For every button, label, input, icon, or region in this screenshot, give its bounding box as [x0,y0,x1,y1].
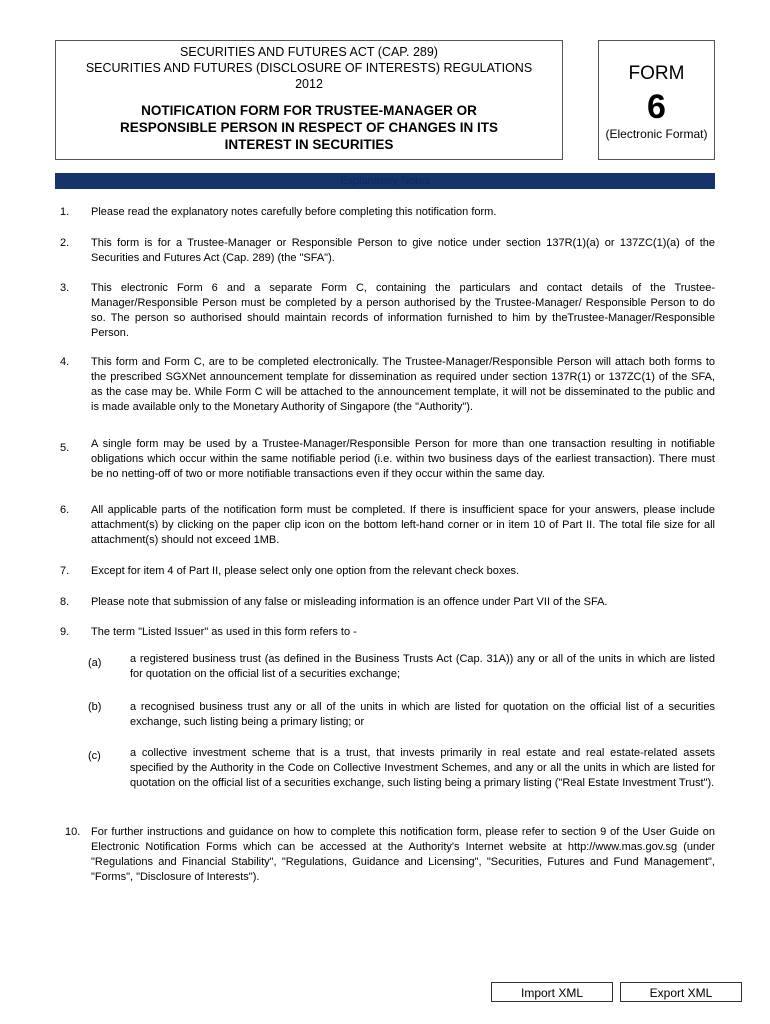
note-number: 1. [60,206,70,218]
note-number: 7. [60,565,70,577]
note-item-6 [60,503,715,548]
sub-item-b [88,700,715,730]
sub-item-c [88,746,715,791]
sub-item-label: (c) [88,750,101,762]
sub-item-text: a collective investment scheme that is a trust, that invests primarily in real estate and real estate-related assets specified by the Authority in the Code on Collective Investment Schemes, and any or all the units in which are listed for quotation on the official list of a securities exchange, such listing being a primary listing ("Real Estate Investment Trust"). [130,747,715,789]
import-xml-button[interactable]: Import XML [491,982,613,1002]
export-xml-button[interactable]: Export XML [620,982,742,1002]
act-citation [56,44,562,92]
note-text: The term "Listed Issuer" as used in this form refers to - [91,626,357,638]
form-format: (Electronic Format) [605,127,708,141]
explanatory-notes-bar [55,173,715,189]
note-number: 4. [60,356,70,368]
explanatory-notes-label: Explanatory Notes [340,175,430,187]
act-line: SECURITIES AND FUTURES ACT (CAP. 289) [180,45,438,59]
note-text: Please read the explanatory notes carefully before completing this notification form. [91,206,497,218]
note-item-3 [60,281,715,341]
note-number: 6. [60,504,70,516]
act-line: 2012 [295,77,323,91]
note-text: Except for item 4 of Part II, please select only one option from the relevant check boxes. [91,565,520,577]
sub-item-label: (a) [88,657,102,669]
note-number: 3. [60,282,70,294]
note-item-8 [60,595,715,610]
note-text: This electronic Form 6 and a separate Form C, containing the particulars and contact details of the Trustee-Manager/Responsible Person must be completed by a person authorised by the Trustee-Manager/ Responsible Person to do so. The person so authorised should maintain records of information furnished to him by theTrustee-Manager/Responsible Person. [91,282,715,339]
note-number: 8. [60,596,70,608]
note-item-4 [60,355,715,415]
note-number: 5. [60,442,70,454]
note-text: A single form may be used by a Trustee-Manager/Responsible Person for more than one transaction resulting in notifiable obligations which occur within the same notifiable period (i.e. within two business days of the earliest transaction). There must be no netting-off of two or more notifiable transactions even if they occur within the same day. [91,438,715,480]
form-title-line: RESPONSIBLE PERSON IN RESPECT OF CHANGES IN ITS [119,120,499,135]
form-title-line: INTEREST IN SECURITIES [224,137,394,152]
sub-item-text: a registered business trust (as defined in the Business Trusts Act (Cap. 31A)) any or all of the units in which are listed for quotation on the official list of a securities exchange; [130,653,715,680]
form-title [56,102,562,153]
form-label: FORM [628,63,685,84]
note-item-7 [60,564,715,579]
note-item-5 [60,437,715,482]
sub-item-text: a recognised business trust any or all of the units in which are listed for quotation on the official list of a securities exchange, such listing being a primary listing; or [130,701,715,728]
note-item-1 [60,205,715,220]
form-number: 6 [647,88,666,126]
note-text: This form is for a Trustee-Manager or Responsible Person to give notice under section 137R(1)(a) or 137ZC(1)(a) of the Securities and Futures Act (Cap. 289) (the "SFA"). [91,237,715,264]
note-number: 10. [65,826,81,838]
form-title-line: NOTIFICATION FORM FOR TRUSTEE-MANAGER OR [141,103,477,118]
header-box [55,40,563,160]
note-text: Please note that submission of any false or misleading information is an offence under Part VII of the SFA. [91,596,608,608]
note-number: 9. [60,626,70,638]
sub-item-label: (b) [88,701,102,713]
note-item-10 [60,825,715,885]
form-number-box [598,40,715,160]
sub-item-a [88,652,715,682]
act-line: SECURITIES AND FUTURES (DISCLOSURE OF INTERESTS) REGULATIONS [85,61,533,75]
note-text: For further instructions and guidance on how to complete this notification form, please refer to section 9 of the User Guide on Electronic Notification Forms which can be accessed at the Authority's Internet website at http://www.mas.gov.sg (under "Regulations and Financial Stability", "Regulations, Guidance and Licensing", "Securities, Futures and Fund Management", "Forms", "Disclosure of Interests"). [91,826,715,883]
note-text: All applicable parts of the notification form must be completed. If there is insufficient space for your answers, please include attachment(s) by clicking on the paper clip icon on the bottom left-hand corner or in item 10 of Part II. The total file size for all attachment(s) should not exceed 1MB. [91,504,715,546]
note-item-9 [60,625,715,640]
note-number: 2. [60,237,70,249]
note-item-2 [60,236,715,266]
note-text: This form and Form C, are to be completed electronically. The Trustee-Manager/Responsible Person will attach both forms to the prescribed SGXNet announcement template for dissemination as required under section 137R(1) or 137ZC(1) of the SFA, as the case may be. While Form C will be attached to the announcement template, it will not be disseminated to the public and is made available only to the Monetary Authority of Singapore (the "Authority"). [91,356,715,413]
